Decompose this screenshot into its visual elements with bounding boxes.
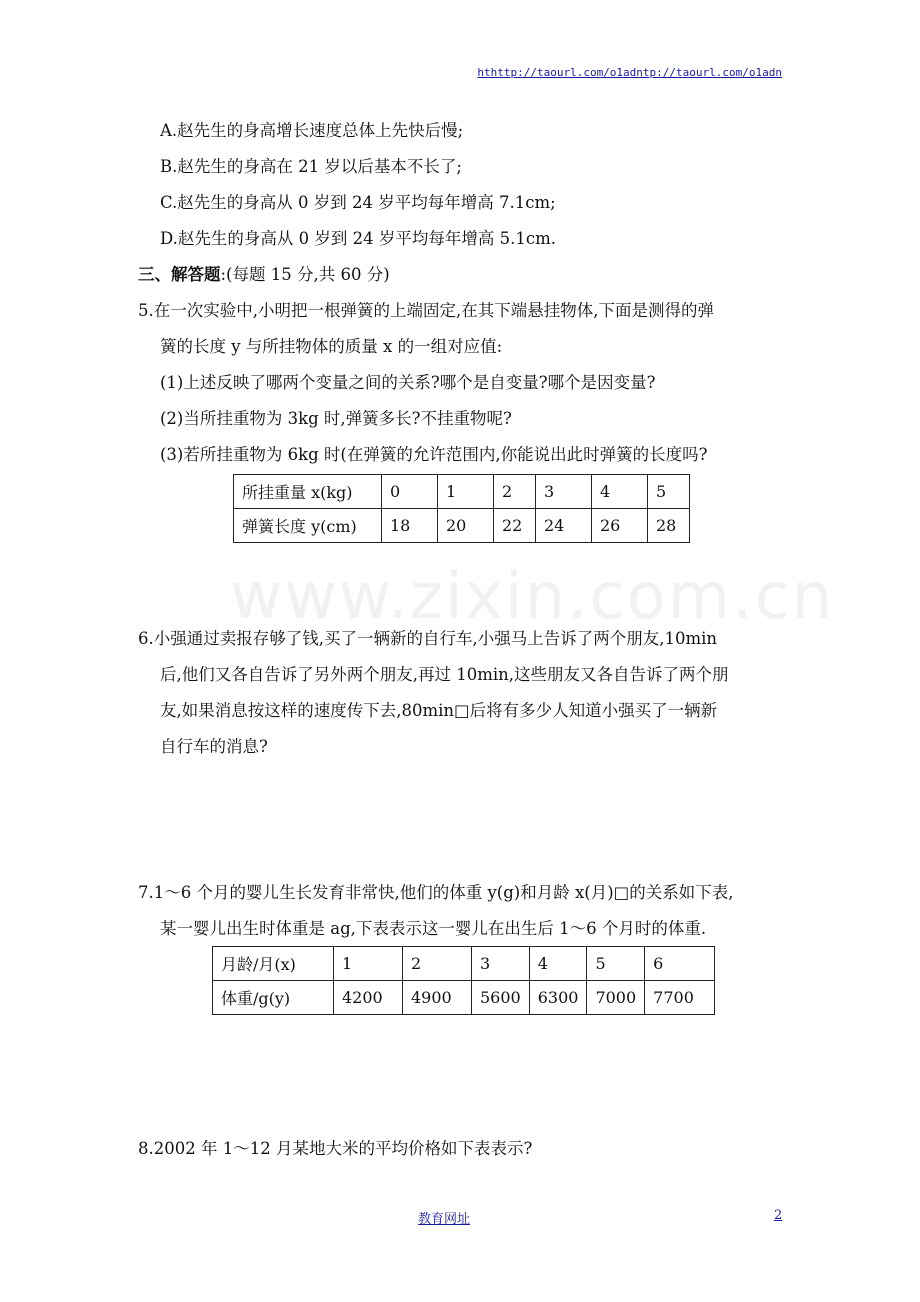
row-label: 月龄/月(x)	[213, 947, 334, 981]
table-cell: 2	[403, 947, 472, 981]
spring-table	[233, 474, 690, 543]
table-cell: 18	[382, 509, 438, 543]
table-cell: 20	[438, 509, 494, 543]
q5-sub-3: (3)若所挂重物为 6kg 时(在弹簧的允许范围内,你能说出此时弹簧的长度吗?	[160, 445, 708, 464]
section-note: :(每题 15 分,共 60 分)	[220, 265, 390, 284]
q8-line-1: 8.2002 年 1～12 月某地大米的平均价格如下表表示?	[138, 1139, 533, 1158]
table-cell: 4900	[403, 981, 472, 1015]
page-number[interactable]: 2	[774, 1208, 783, 1223]
watermark: www.zixin.com.cn	[230, 560, 835, 634]
table-cell: 2	[494, 475, 536, 509]
row-label: 体重/g(y)	[213, 981, 334, 1015]
row-label: 所挂重量 x(kg)	[234, 475, 382, 509]
table-cell: 1	[334, 947, 403, 981]
table-cell: 4200	[334, 981, 403, 1015]
table-cell: 5	[648, 475, 690, 509]
table-cell: 4	[529, 947, 587, 981]
infant-weight-table	[212, 946, 715, 1015]
section-title: 三、解答题	[138, 265, 221, 284]
table-row	[234, 475, 690, 509]
table-cell: 6300	[529, 981, 587, 1015]
table-row	[234, 509, 690, 543]
table-cell: 24	[536, 509, 592, 543]
table-cell: 3	[472, 947, 530, 981]
table-cell: 22	[494, 509, 536, 543]
q5-line-1: 5.在一次实验中,小明把一根弹簧的上端固定,在其下端悬挂物体,下面是测得的弹	[138, 301, 714, 320]
q7-line-1: 7.1～6 个月的婴儿生长发育非常快,他们的体重 y(g)和月龄 x(月)□的关系如下表,	[138, 883, 734, 902]
table-cell: 26	[592, 509, 648, 543]
q6-line-1: 6.小强通过卖报存够了钱,买了一辆新的自行车,小强马上告诉了两个朋友,10min	[138, 629, 718, 648]
option-d: D.赵先生的身高从 0 岁到 24 岁平均每年增高 5.1cm.	[160, 229, 556, 248]
q7-line-2: 某一婴儿出生时体重是 ag,下表表示这一婴儿在出生后 1～6 个月时的体重.	[160, 919, 707, 938]
header-url-link[interactable]: hthttp://taourl.com/o1adntp://taourl.com/o1adn	[477, 66, 782, 79]
q5-line-2: 簧的长度 y 与所挂物体的质量 x 的一组对应值:	[160, 337, 503, 356]
section-heading	[138, 264, 390, 286]
table-cell: 7700	[645, 981, 715, 1015]
option-a: A.赵先生的身高增长速度总体上先快后慢;	[160, 121, 464, 140]
option-b: B.赵先生的身高在 21 岁以后基本不长了;	[160, 157, 462, 176]
q6-line-3: 友,如果消息按这样的速度传下去,80min□后将有多少人知道小强买了一辆新	[160, 701, 718, 720]
row-label: 弹簧长度 y(cm)	[234, 509, 382, 543]
table-row	[213, 981, 715, 1015]
table-cell: 3	[536, 475, 592, 509]
q6-line-4: 自行车的消息?	[160, 737, 268, 756]
table-cell: 1	[438, 475, 494, 509]
table-cell: 6	[645, 947, 715, 981]
option-c: C.赵先生的身高从 0 岁到 24 岁平均每年增高 7.1cm;	[160, 193, 556, 212]
table-cell: 5	[587, 947, 645, 981]
table-cell: 28	[648, 509, 690, 543]
footer-link[interactable]: 教育网址	[418, 1212, 471, 1227]
table-cell: 7000	[587, 981, 645, 1015]
table-cell: 5600	[472, 981, 530, 1015]
table-cell: 0	[382, 475, 438, 509]
q6-line-2: 后,他们又各自告诉了另外两个朋友,再过 10min,这些朋友又各自告诉了两个朋	[160, 665, 729, 684]
q5-sub-2: (2)当所挂重物为 3kg 时,弹簧多长?不挂重物呢?	[160, 409, 512, 428]
table-row	[213, 947, 715, 981]
table-cell: 4	[592, 475, 648, 509]
q5-sub-1: (1)上述反映了哪两个变量之间的关系?哪个是自变量?哪个是因变量?	[160, 373, 656, 392]
